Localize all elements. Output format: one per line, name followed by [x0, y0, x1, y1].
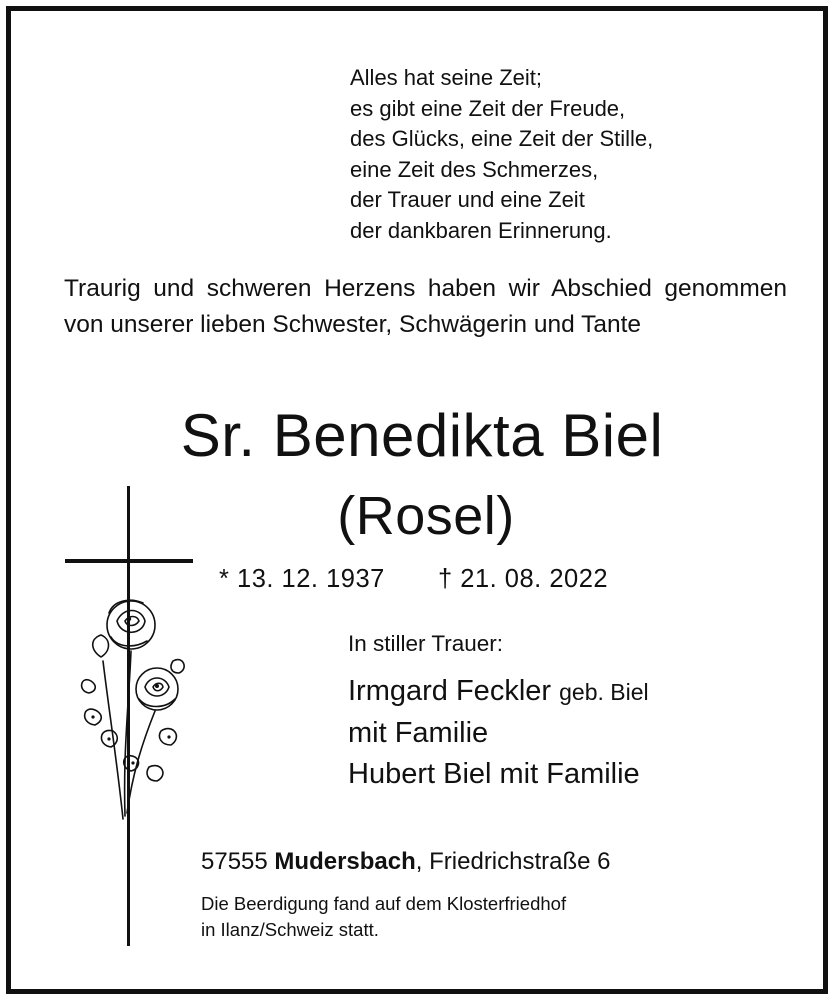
mourner-line: [348, 671, 649, 713]
mourning-label: In stiller Trauer:: [348, 631, 504, 656]
cross-icon-crossbar: [65, 559, 193, 563]
death-date: † 21. 08. 2022: [438, 565, 609, 593]
deceased-nickname: (Rosel): [337, 486, 515, 546]
deceased-name: Sr. Benedikta Biel: [180, 402, 664, 469]
address-street: , Friedrichstraße 6: [415, 848, 611, 875]
mourner-maiden-name: geb. Biel: [559, 679, 649, 705]
address-zip: 57555: [201, 848, 268, 875]
intro-text: Traurig und schweren Herzens haben wir Abschied genommen von unserer lieben Schwester, Schwägerin und Tante: [64, 275, 787, 338]
mourner-line: mit Familie: [348, 717, 489, 749]
mourners-list: [348, 671, 649, 795]
poem-line: es gibt eine Zeit der Freude,: [350, 95, 626, 121]
poem-line: eine Zeit des Schmerzes,: [350, 156, 599, 182]
poem-line: der dankbaren Erinnerung.: [350, 217, 612, 243]
mourner-name: Irmgard Feckler: [348, 675, 552, 707]
mourner-line: Hubert Biel mit Familie: [348, 758, 640, 790]
burial-line: Die Beerdigung fand auf dem Klosterfriedhof: [201, 893, 567, 914]
birth-date: * 13. 12. 1937: [219, 565, 385, 593]
obituary-notice: [6, 6, 828, 994]
burial-note: [201, 891, 566, 943]
poem-line: des Glücks, eine Zeit der Stille,: [350, 126, 654, 151]
address: [201, 846, 611, 878]
burial-line: in Ilanz/Schweiz statt.: [201, 919, 379, 940]
poem-line: der Trauer und eine Zeit: [350, 187, 585, 212]
address-city: Mudersbach: [274, 848, 416, 875]
roses-illustration: [73, 591, 193, 831]
poem-line: Alles hat seine Zeit;: [350, 65, 542, 90]
poem: [350, 63, 770, 246]
